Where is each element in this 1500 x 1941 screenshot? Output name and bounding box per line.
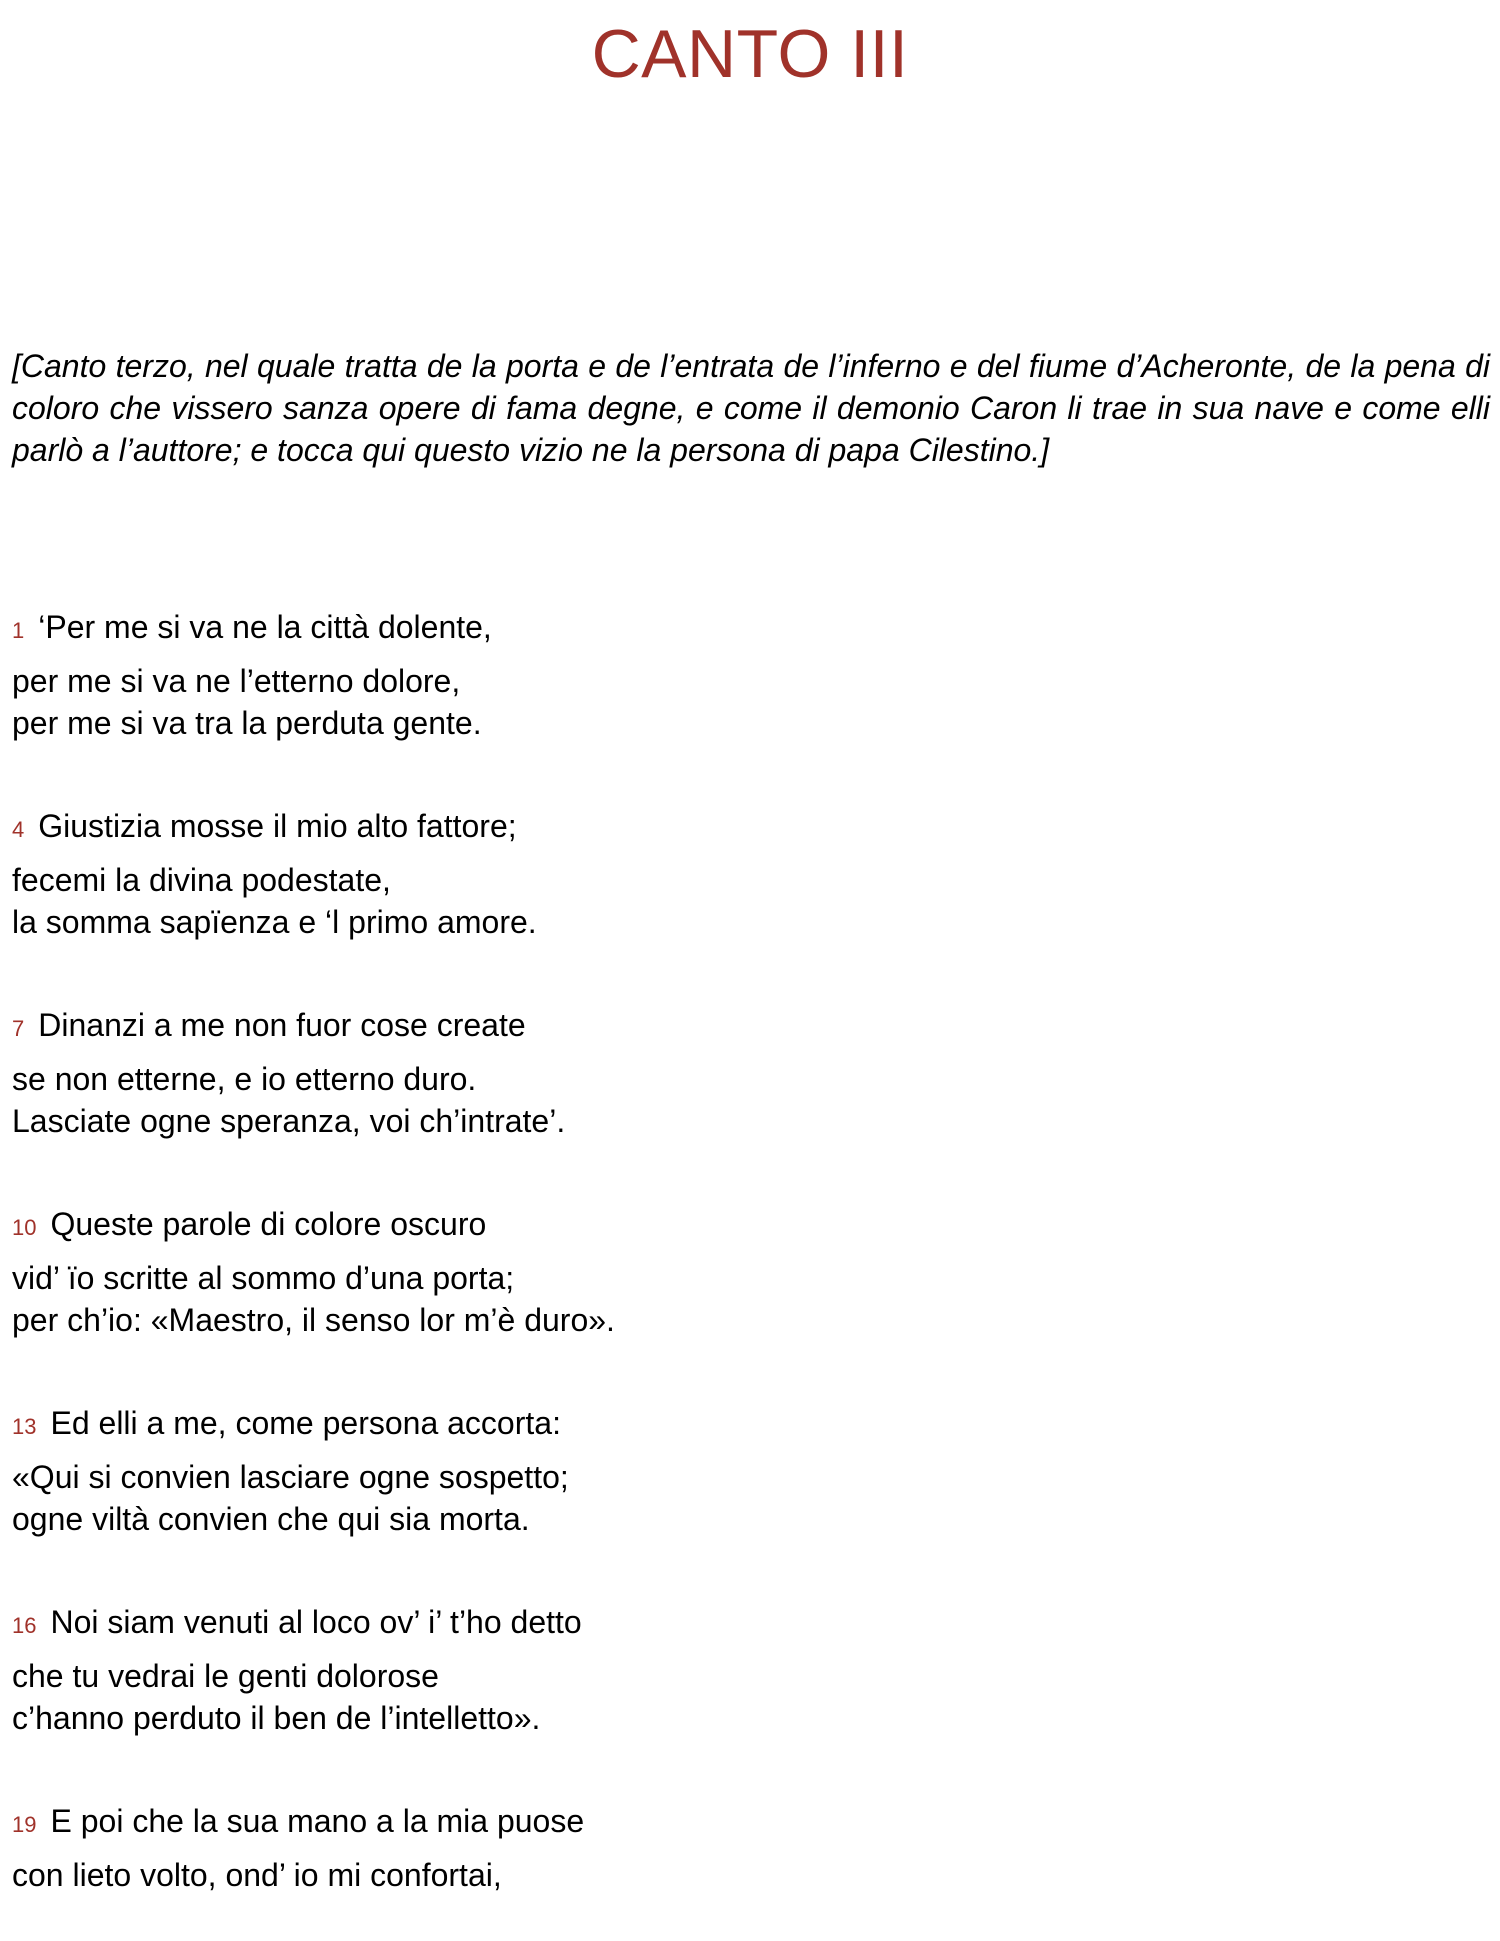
verse-line: 7 Dinanzi a me non fuor cose create bbox=[12, 1007, 526, 1043]
verse-line: c’hanno perduto il ben de l’intelletto». bbox=[12, 1700, 541, 1736]
tercet bbox=[12, 1601, 582, 1739]
tercet bbox=[12, 1004, 565, 1142]
verse-line: Lasciate ogne speranza, voi ch’intrate’. bbox=[12, 1103, 566, 1139]
verse-line: 16 Noi siam venuti al loco ov’ i’ t’ho detto bbox=[12, 1604, 582, 1640]
tercet bbox=[12, 1800, 584, 1896]
verse-line: per me si va ne l’etterno dolore, bbox=[12, 663, 461, 699]
verse-line: «Qui si convien lasciare ogne sospetto; bbox=[12, 1459, 569, 1495]
verse-line: se non etterne, e io etterno duro. bbox=[12, 1061, 477, 1097]
verse-line: fecemi la divina podestate, bbox=[12, 862, 391, 898]
verse-number: 4 bbox=[12, 817, 25, 842]
canto-title: CANTO III bbox=[591, 16, 909, 92]
verse-line: 13 Ed elli a me, come persona accorta: bbox=[12, 1405, 561, 1441]
canto-argument: [Canto terzo, nel quale tratta de la porta e de l’entrata de l’inferno e del fiume d’Acheronte, de la pena di coloro che vissero sanza opere di fama degne, e come il demonio Caron li trae in sua nave e come elli parlò a l’auttore; e tocca qui questo vizio ne la persona di papa Cilestino.] bbox=[12, 348, 1490, 468]
verse-line: 19 E poi che la sua mano a la mia puose bbox=[12, 1803, 585, 1839]
tercet bbox=[12, 606, 492, 744]
verse-number: 7 bbox=[12, 1016, 25, 1041]
verse-number: 1 bbox=[12, 618, 25, 643]
verse-number: 16 bbox=[12, 1613, 37, 1638]
tercet bbox=[12, 1203, 615, 1341]
verse-line: per me si va tra la perduta gente. bbox=[12, 705, 482, 741]
verse-line: 1 ‘Per me si va ne la città dolente, bbox=[12, 609, 492, 645]
verse-line: ogne viltà convien che qui sia morta. bbox=[12, 1501, 530, 1537]
verse-line: la somma sapïenza e ‘l primo amore. bbox=[12, 904, 537, 940]
verse-line: per ch’io: «Maestro, il senso lor m’è duro». bbox=[12, 1302, 615, 1338]
verse-line: che tu vedrai le genti dolorose bbox=[12, 1658, 439, 1694]
tercet bbox=[12, 805, 537, 943]
verse-line: vid’ ïo scritte al sommo d’una porta; bbox=[12, 1260, 515, 1296]
verse-line: 4 Giustizia mosse il mio alto fattore; bbox=[12, 808, 517, 844]
verse-line: 10 Queste parole di colore oscuro bbox=[12, 1206, 487, 1242]
verse-line: con lieto volto, ond’ io mi confortai, bbox=[12, 1857, 502, 1893]
verse-number: 19 bbox=[12, 1812, 37, 1837]
verse-number: 10 bbox=[12, 1215, 37, 1240]
verse-number: 13 bbox=[12, 1414, 37, 1439]
tercet bbox=[12, 1402, 569, 1540]
